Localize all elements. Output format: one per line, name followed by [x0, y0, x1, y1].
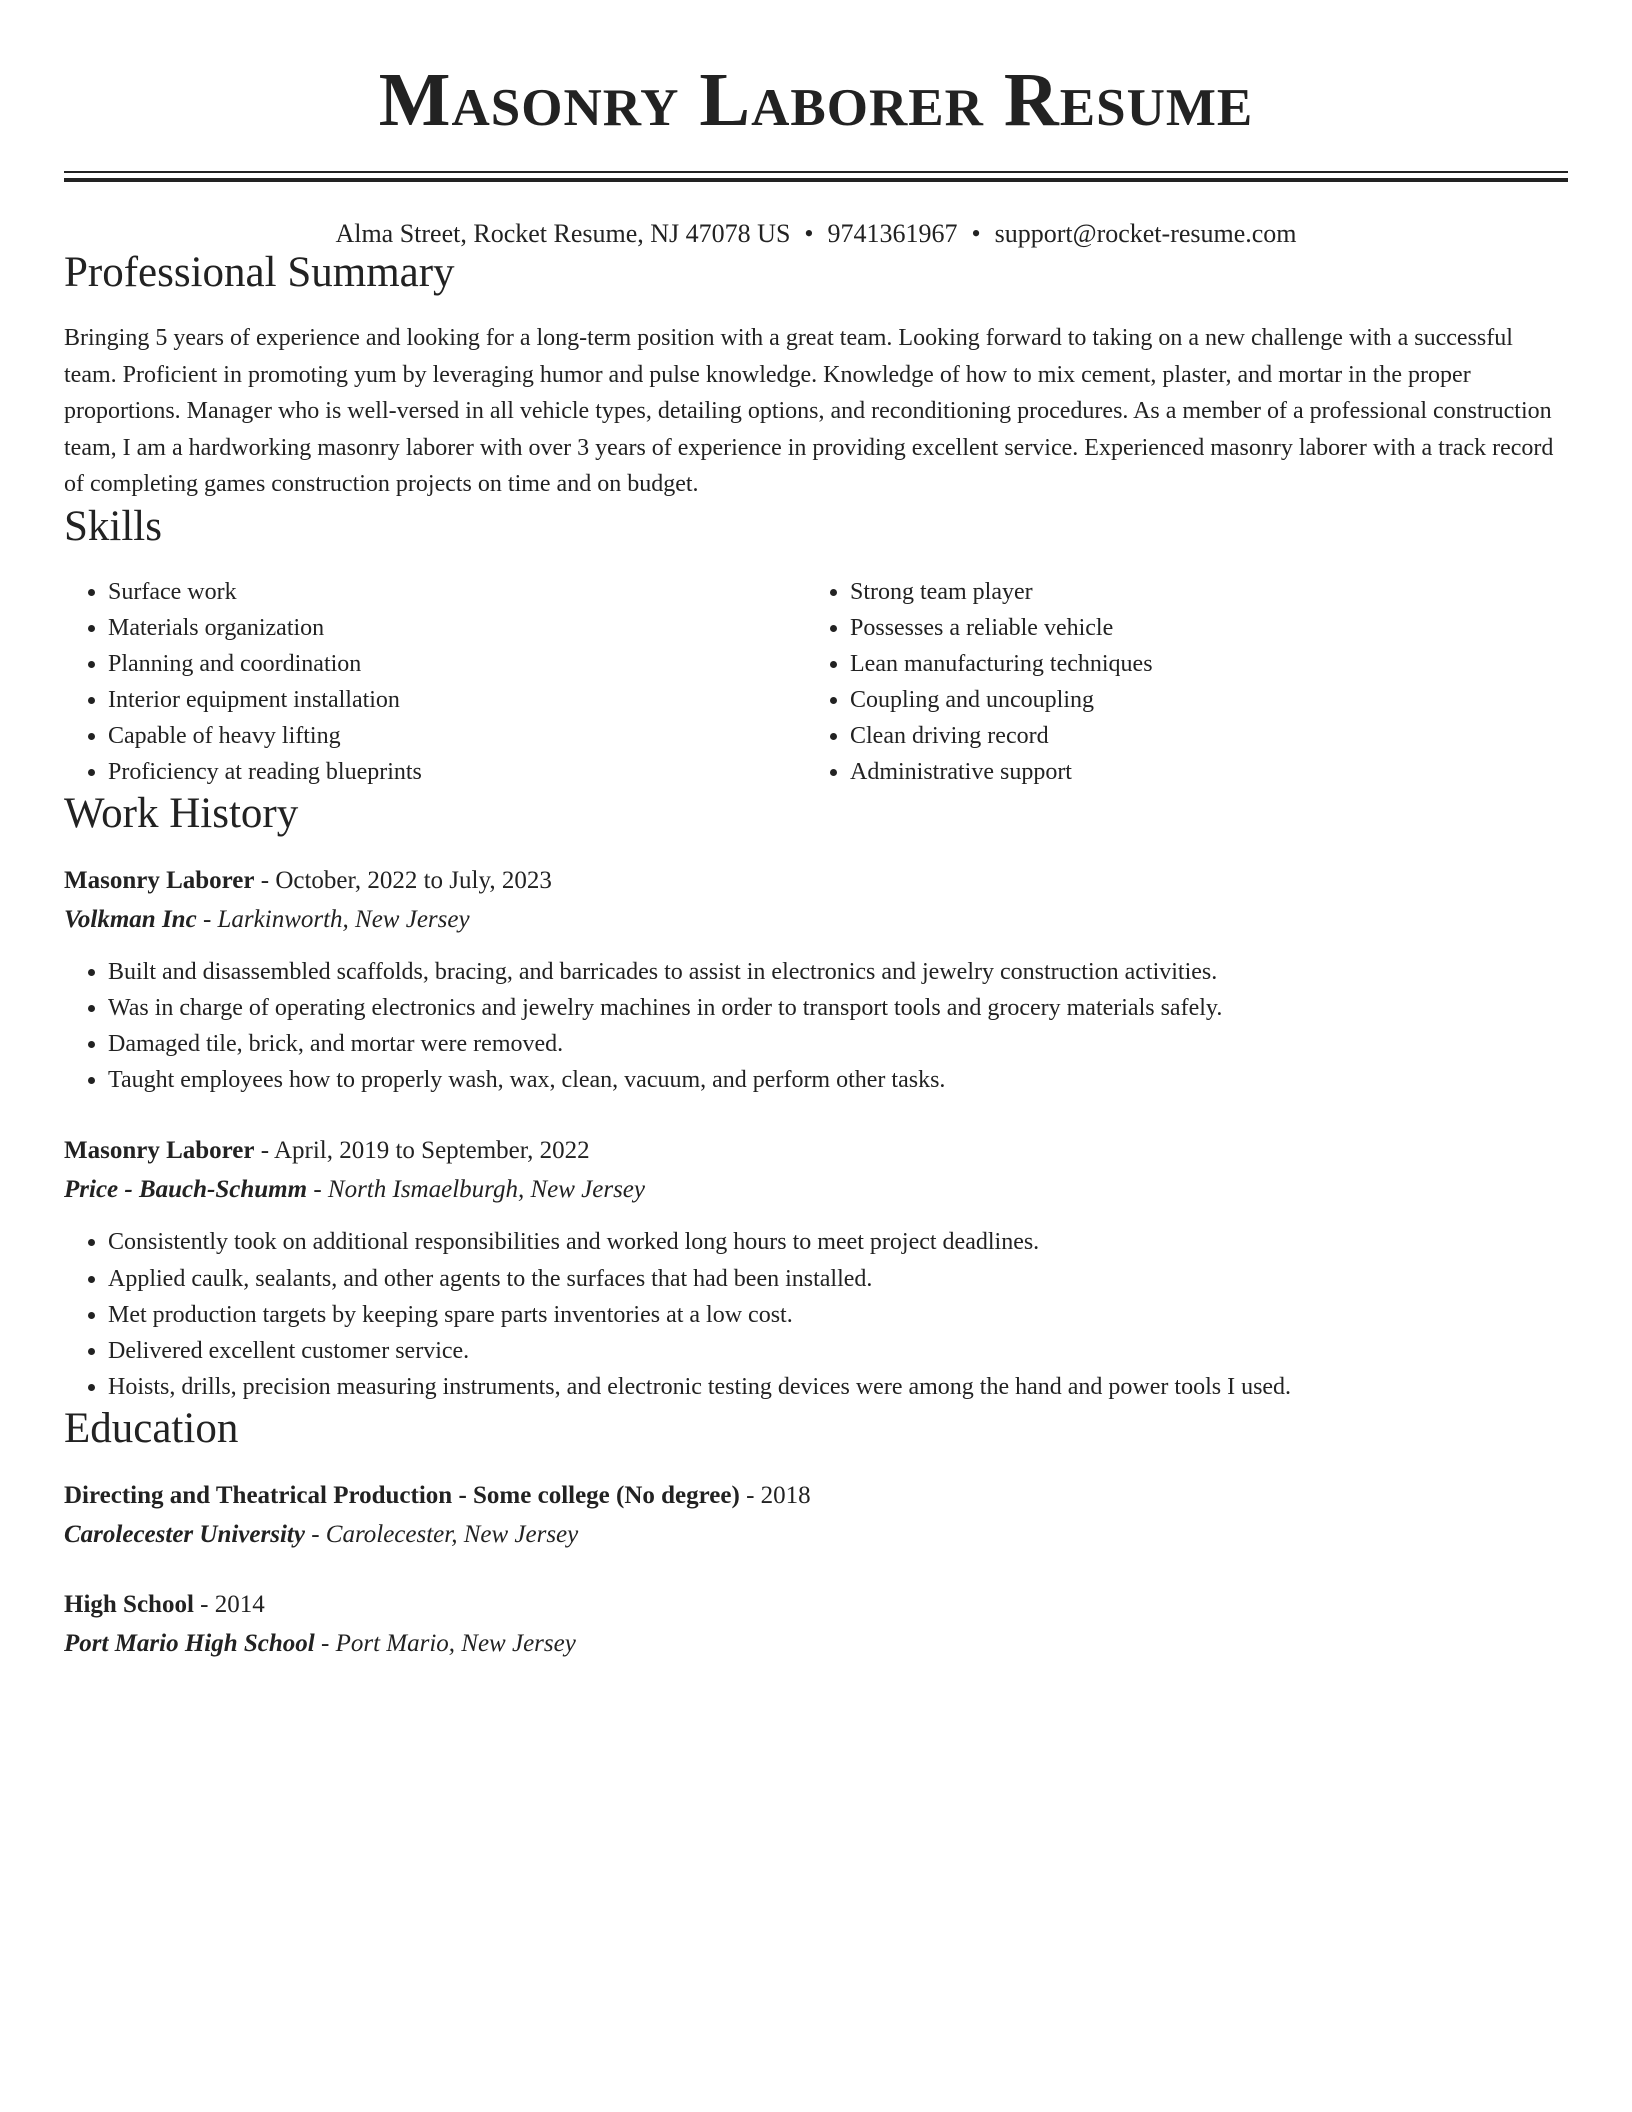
- job-company: Price - Bauch-Schumm: [64, 1176, 308, 1204]
- contact-phone: 9741361967: [827, 219, 958, 248]
- job-bullets: [64, 954, 1568, 1099]
- education-school: Port Mario High School: [64, 1629, 315, 1657]
- resume-title: Masonry Laborer Resume: [378, 58, 1254, 142]
- contact-address: Alma Street, Rocket Resume, NJ 47078 US: [335, 219, 791, 248]
- job-bullets: [64, 1224, 1568, 1405]
- education-degree-line: Directing and Theatrical Production - Some college (No degree) - 2018: [64, 1481, 811, 1509]
- skill-item: • Clean driving record: [850, 718, 1568, 754]
- job-dates: April, 2019 to September, 2022: [273, 1137, 590, 1165]
- job-entry: [64, 1132, 1568, 1405]
- job-company: Volkman Inc: [64, 905, 197, 933]
- education-location: Carolecester, New Jersey: [325, 1520, 579, 1548]
- skill-item: • Coupling and uncoupling: [850, 682, 1568, 718]
- education-heading: Education: [64, 1405, 239, 1453]
- skill-item: • Strong team player: [850, 574, 1568, 610]
- job-bullet: • Delivered excellent customer service.: [108, 1333, 1568, 1369]
- education-school-line: Port Mario High School - Port Mario, New Jersey: [64, 1629, 576, 1657]
- skill-item: • Administrative support: [850, 754, 1568, 790]
- skill-item: • Capable of heavy lifting: [108, 718, 806, 754]
- skill-item: • Planning and coordination: [108, 646, 806, 682]
- education-year: 2014: [214, 1590, 265, 1618]
- contact-line: [64, 218, 1568, 249]
- skill-item: • Interior equipment installation: [108, 682, 806, 718]
- job-location: Larkinworth, New Jersey: [217, 905, 470, 933]
- job-title: Masonry Laborer: [64, 1137, 255, 1165]
- job-bullet: • Consistently took on additional responsibilities and worked long hours to meet project deadlines.: [108, 1224, 1568, 1260]
- skills-heading: Skills: [64, 502, 162, 550]
- job-title-line: Masonry Laborer - October, 2022 to July, 2023: [64, 866, 552, 894]
- contact-separator: •: [804, 219, 814, 248]
- skill-item: • Proficiency at reading blueprints: [108, 754, 806, 790]
- summary-text: Bringing 5 years of experience and looking for a long-term position with a great team. Looking forward to taking on a new challenge with a successful team. Proficient in promoting yum by leveraging humor and pulse knowledge. Knowledge of how to mix cement, plaster, and mortar in the proper proportions. Manager who is well-versed in all vehicle types, detailing options, and reconditioning procedures. As a member of a professional construction team, I am a hardworking masonry laborer with over 3 years of experience in providing excellent service. Experienced masonry laborer with a track record of completing games construction projects on time and on budget.: [64, 325, 1554, 498]
- contact-email: support@rocket-resume.com: [994, 219, 1297, 248]
- title-divider: [64, 171, 1568, 173]
- contact-separator: •: [971, 219, 981, 248]
- job-company-line: Volkman Inc - Larkinworth, New Jersey: [64, 905, 470, 933]
- education-year: 2018: [760, 1481, 811, 1509]
- skills-list-left: [64, 574, 806, 790]
- job-title-line: Masonry Laborer - April, 2019 to September, 2022: [64, 1137, 590, 1165]
- education-entry: [64, 1586, 1568, 1663]
- skill-item: • Materials organization: [108, 610, 806, 646]
- job-bullet: • Damaged tile, brick, and mortar were removed.: [108, 1026, 1568, 1062]
- job-bullet: • Hoists, drills, precision measuring instruments, and electronic testing devices were among the hand and power tools I used.: [108, 1369, 1568, 1405]
- job-bullet: • Was in charge of operating electronics and jewelry machines in order to transport tools and grocery materials safely.: [108, 990, 1568, 1026]
- job-bullet: • Built and disassembled scaffolds, bracing, and barricades to assist in electronics and jewelry construction activities.: [108, 954, 1568, 990]
- job-entry: [64, 862, 1568, 1099]
- education-degree: High School: [64, 1590, 194, 1618]
- job-bullet: • Met production targets by keeping spare parts inventories at a low cost.: [108, 1297, 1568, 1333]
- job-location: North Ismaelburgh, New Jersey: [327, 1176, 645, 1204]
- work-history-heading: Work History: [64, 790, 299, 838]
- education-degree: Directing and Theatrical Production - Some college (No degree): [64, 1481, 740, 1509]
- skill-item: • Possesses a reliable vehicle: [850, 610, 1568, 646]
- skills-list-right: [806, 574, 1568, 790]
- education-school-line: Carolecester University - Carolecester, New Jersey: [64, 1520, 579, 1548]
- skills-grid: [64, 574, 1568, 790]
- skill-item: • Lean manufacturing techniques: [850, 646, 1568, 682]
- education-degree-line: High School - 2014: [64, 1590, 265, 1618]
- skill-item: • Surface work: [108, 574, 806, 610]
- education-entry: [64, 1477, 1568, 1554]
- job-bullet: • Taught employees how to properly wash, wax, clean, vacuum, and perform other tasks.: [108, 1062, 1568, 1098]
- education-location: Port Mario, New Jersey: [335, 1629, 576, 1657]
- job-company-line: Price - Bauch-Schumm - North Ismaelburgh, New Jersey: [64, 1176, 645, 1204]
- job-dates: October, 2022 to July, 2023: [275, 866, 552, 894]
- job-title: Masonry Laborer: [64, 866, 255, 894]
- job-bullet: • Applied caulk, sealants, and other agents to the surfaces that had been installed.: [108, 1261, 1568, 1297]
- education-school: Carolecester University: [64, 1520, 305, 1548]
- summary-heading: Professional Summary: [64, 249, 455, 297]
